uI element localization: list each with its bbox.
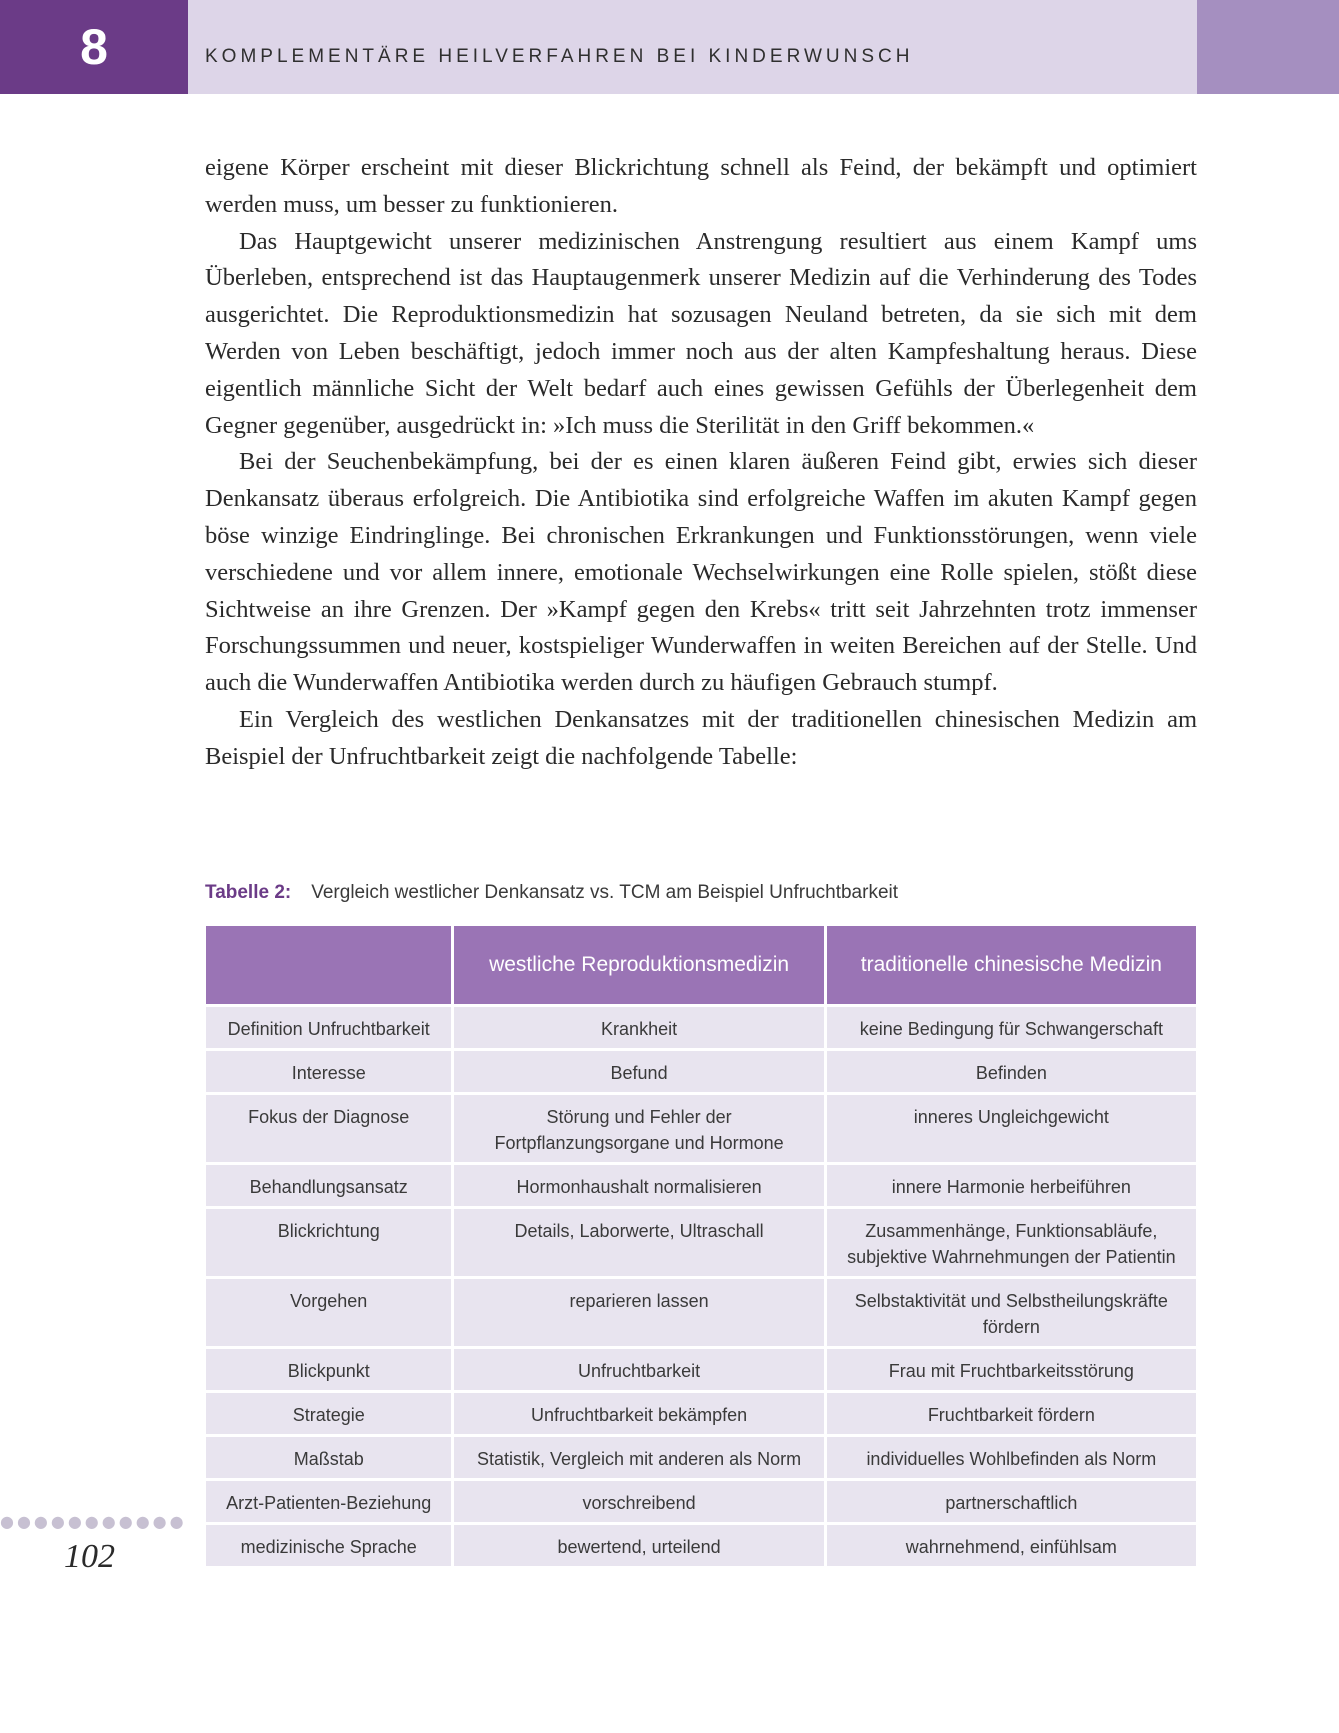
header-accent-block [1197, 0, 1339, 94]
table-cell-tcm: innere Harmonie herbeiführen [827, 1165, 1196, 1206]
paragraph: eigene Körper erscheint mit dieser Blickrichtung schnell als Feind, der bekämpft und optimiert werden muss, um besser zu funktionieren. [205, 154, 1197, 218]
table-row [206, 1393, 1196, 1434]
table-row [206, 1279, 1196, 1346]
table-cell-label: Blickrichtung [206, 1209, 451, 1276]
table-row [206, 1525, 1196, 1566]
table-header-row [206, 926, 1196, 1004]
table-cell-label: Definition Unfruchtbarkeit [206, 1007, 451, 1048]
table-row [206, 1051, 1196, 1092]
table-caption-text: Vergleich westlicher Denkansatz vs. TCM am Beispiel Unfruchtbarkeit [311, 882, 899, 903]
table-cell-label: Interesse [206, 1051, 451, 1092]
table-row [206, 1349, 1196, 1390]
table-row [206, 1437, 1196, 1478]
table-cell-western: Hormonhaushalt normalisieren [454, 1165, 823, 1206]
table-cell-tcm: partnerschaftlich [827, 1481, 1196, 1522]
paragraph: Ein Vergleich des westlichen Denkansatzes mit der traditionellen chinesischen Medizin am Beispiel der Unfruchtbarkeit zeigt die nachfolgende Tabelle: [205, 705, 1197, 770]
paragraph: Bei der Seuchenbekämpfung, bei der es einen klaren äußeren Feind gibt, erwies sich dieser Denkansatz überaus erfolgreich. Die Antibiotika sind erfolgreiche Waffen im akuten Kampf gegen böse winzige Eindringlinge. Bei chronischen Erkrankungen und Funktionsstörungen, wenn viele verschiedene und vor allem innere, emotionale Wechselwirkungen eine Rolle spielen, stößt diese Sichtweise an ihre Grenzen. Der »Kampf gegen den Krebs« tritt seit Jahrzehnten trotz immenser Forschungssummen und neuer, kostspieliger Wunderwaffen in weiten Bereichen auf der Stelle. Und auch die Wunderwaffen Antibiotika werden durch zu häufigen Gebrauch stumpf. [205, 448, 1197, 697]
dotted-divider: ●●●●●●●●●●● [0, 1512, 187, 1531]
table-cell-tcm: keine Bedingung für Schwangerschaft [827, 1007, 1196, 1048]
table-cell-western: Krankheit [454, 1007, 823, 1048]
table-cell-tcm: Zusammenhänge, Funktionsabläufe, subjektive Wahrnehmungen der Patientin [827, 1209, 1196, 1276]
table-cell-tcm: Frau mit Fruchtbarkeitsstörung [827, 1349, 1196, 1390]
table-cell-tcm: Fruchtbarkeit fördern [827, 1393, 1196, 1434]
table-cell-label: Blickpunkt [206, 1349, 451, 1390]
body-text [205, 150, 1197, 776]
table-cell-western: Statistik, Vergleich mit anderen als Norm [454, 1437, 823, 1478]
table-cell-label: Strategie [206, 1393, 451, 1434]
table-cell-tcm: wahrnehmend, einfühlsam [827, 1525, 1196, 1566]
table-cell-label: Arzt-Patienten-Beziehung [206, 1481, 451, 1522]
table-cell-label: Behandlungsansatz [206, 1165, 451, 1206]
table-cell-label: Vorgehen [206, 1279, 451, 1346]
table-cell-label: Fokus der Diagnose [206, 1095, 451, 1162]
table-cell-label: Maßstab [206, 1437, 451, 1478]
table-row [206, 1095, 1196, 1162]
table-header-cell [206, 926, 451, 1004]
table-cell-western: Befund [454, 1051, 823, 1092]
table-cell-western: Details, Laborwerte, Ultraschall [454, 1209, 823, 1276]
chapter-number: 8 [0, 0, 188, 94]
table-cell-tcm: Selbstaktivität und Selbstheilungskräfte fördern [827, 1279, 1196, 1346]
table-caption [205, 882, 898, 904]
table-row [206, 1165, 1196, 1206]
table-row [206, 1481, 1196, 1522]
table-caption-label: Tabelle 2: [205, 882, 292, 903]
table-row [206, 1007, 1196, 1048]
table-cell-tcm: inneres Ungleichgewicht [827, 1095, 1196, 1162]
comparison-table [203, 923, 1199, 1569]
paragraph: Das Hauptgewicht unserer medizinischen Anstrengung resultiert aus einem Kampf ums Überleben, entsprechend ist das Hauptaugenmerk unserer Medizin auf die Verhinderung des Todes ausgerichtet. Die Reproduktionsmedizin hat sozusagen Neuland betreten, da sie sich mit dem Werden von Leben beschäftigt, jedoch immer noch aus der alten Kampfeshaltung heraus. Diese eigentlich männliche Sicht der Welt bedarf auch eines gewissen Gefühls der Überlegenheit dem Gegner gegenüber, ausgedrückt in: »Ich muss die Sterilität in den Griff bekommen.« [205, 227, 1197, 439]
table-cell-western: Unfruchtbarkeit [454, 1349, 823, 1390]
table-cell-western: Störung und Fehler der Fortpflanzungsorgane und Hormone [454, 1095, 823, 1162]
table-cell-label: medizinische Sprache [206, 1525, 451, 1566]
chapter-title: KOMPLEMENTÄRE HEILVERFAHREN BEI KINDERWUNSCH [205, 46, 914, 67]
table-cell-tcm: Befinden [827, 1051, 1196, 1092]
page-number: 102 [64, 1538, 115, 1575]
page-header [0, 0, 1339, 94]
table-cell-western: Unfruchtbarkeit bekämpfen [454, 1393, 823, 1434]
table-header-cell: traditionelle chinesische Medizin [827, 926, 1196, 1004]
table-cell-western: reparieren lassen [454, 1279, 823, 1346]
table-row [206, 1209, 1196, 1276]
table-cell-western: vorschreibend [454, 1481, 823, 1522]
table-header-cell: westliche Reproduktionsmedizin [454, 926, 823, 1004]
table-cell-western: bewertend, urteilend [454, 1525, 823, 1566]
table-cell-tcm: individuelles Wohlbefinden als Norm [827, 1437, 1196, 1478]
